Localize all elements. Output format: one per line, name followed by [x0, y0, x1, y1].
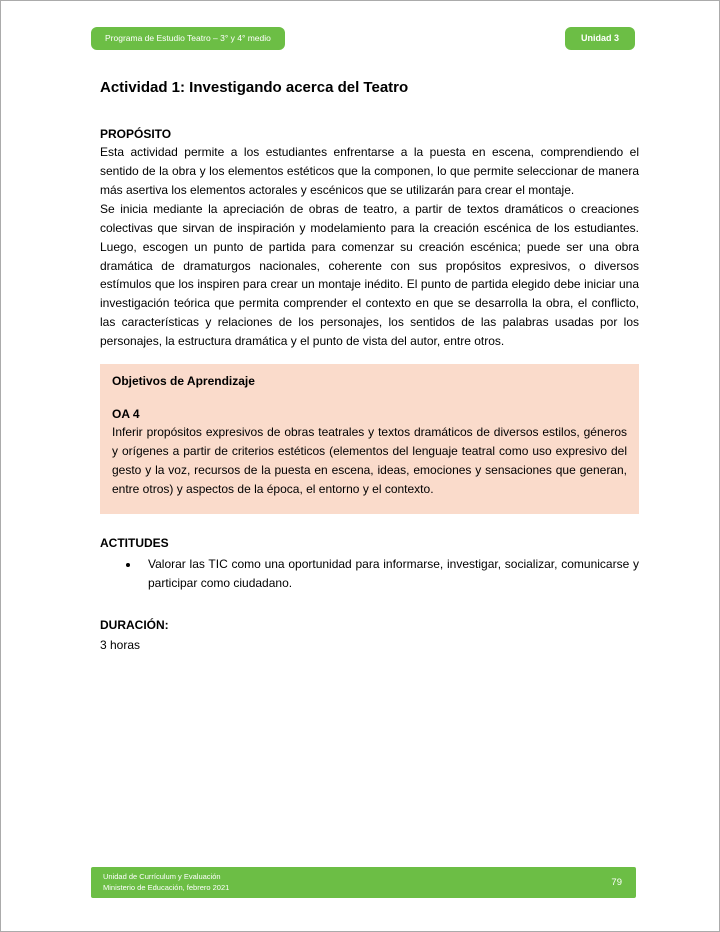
oa-text: Inferir propósitos expresivos de obras teatrales y textos dramáticos de diversos estilos, géneros y orígenes a partir de criterios estéticos (elementos del lenguaje teatral como uso expresivo del gesto y la voz, recursos de la puesta en escena, ideas, emociones y sensaciones que generan, entre otros) y aspectos de la época, el entorno y el contexto.	[112, 425, 627, 497]
objetivos-aprendizaje-box	[100, 364, 639, 514]
footer-line-1: Unidad de Currículum y Evaluación	[103, 871, 221, 881]
oa-label: OA 4	[112, 407, 140, 422]
actitudes-list	[100, 555, 639, 593]
proposito-paragraph-1: Esta actividad permite a los estudiantes enfrentarse a la puesta en escena, comprendiendo el sentido de la obra y los elementos estéticos que la componen, lo que permite seleccionar de manera más asertiva los elementos actorales y escénicos que se utilizarán para crear el montaje.	[100, 144, 639, 197]
unit-badge: Unidad 3	[565, 27, 635, 50]
footer-line-2: Ministerio de Educación, febrero 2021	[103, 882, 230, 892]
page-content	[100, 79, 639, 655]
duracion-heading: DURACIÓN:	[100, 618, 169, 633]
footer-text	[103, 872, 229, 894]
actitudes-heading: ACTITUDES	[100, 536, 169, 551]
program-banner: Programa de Estudio Teatro – 3° y 4° medio	[91, 27, 285, 50]
duracion-value: 3 horas	[100, 638, 141, 653]
page-header	[91, 27, 635, 50]
proposito-heading: PROPÓSITO	[100, 127, 172, 141]
page-footer	[91, 867, 636, 898]
actitudes-list-item: • Valorar las TIC como una oportunidad para informarse, investigar, socializar, comunicarse y participar como ciudadano.	[140, 555, 639, 593]
page-number: 79	[611, 877, 622, 888]
proposito-paragraph-2: Se inicia mediante la apreciación de obras de teatro, a partir de textos dramáticos o creaciones colectivas que sirvan de inspiración y modelamiento para la creación escénica de los estudiantes. Luego, escogen un punto de partida para comenzar su creación escénica; puede ser una obra dramática de dramaturgos nacionales, coherente con sus propósitos expresivos, o diversos estímulos que los inspiren para crear un montaje inédito. El punto de partida elegido debe iniciar una investigación teórica que permita comprender el contexto en que se desarrolla la obra, el conflicto, las características y relaciones de los personajes, los sentidos de las palabras usadas por los personajes, la estructura dramática y el punto de vista del autor, entre otros.	[100, 201, 639, 349]
oa-box-heading: Objetivos de Aprendizaje	[112, 374, 255, 389]
page-title: Actividad 1: Investigando acerca del Teatro	[100, 79, 409, 96]
